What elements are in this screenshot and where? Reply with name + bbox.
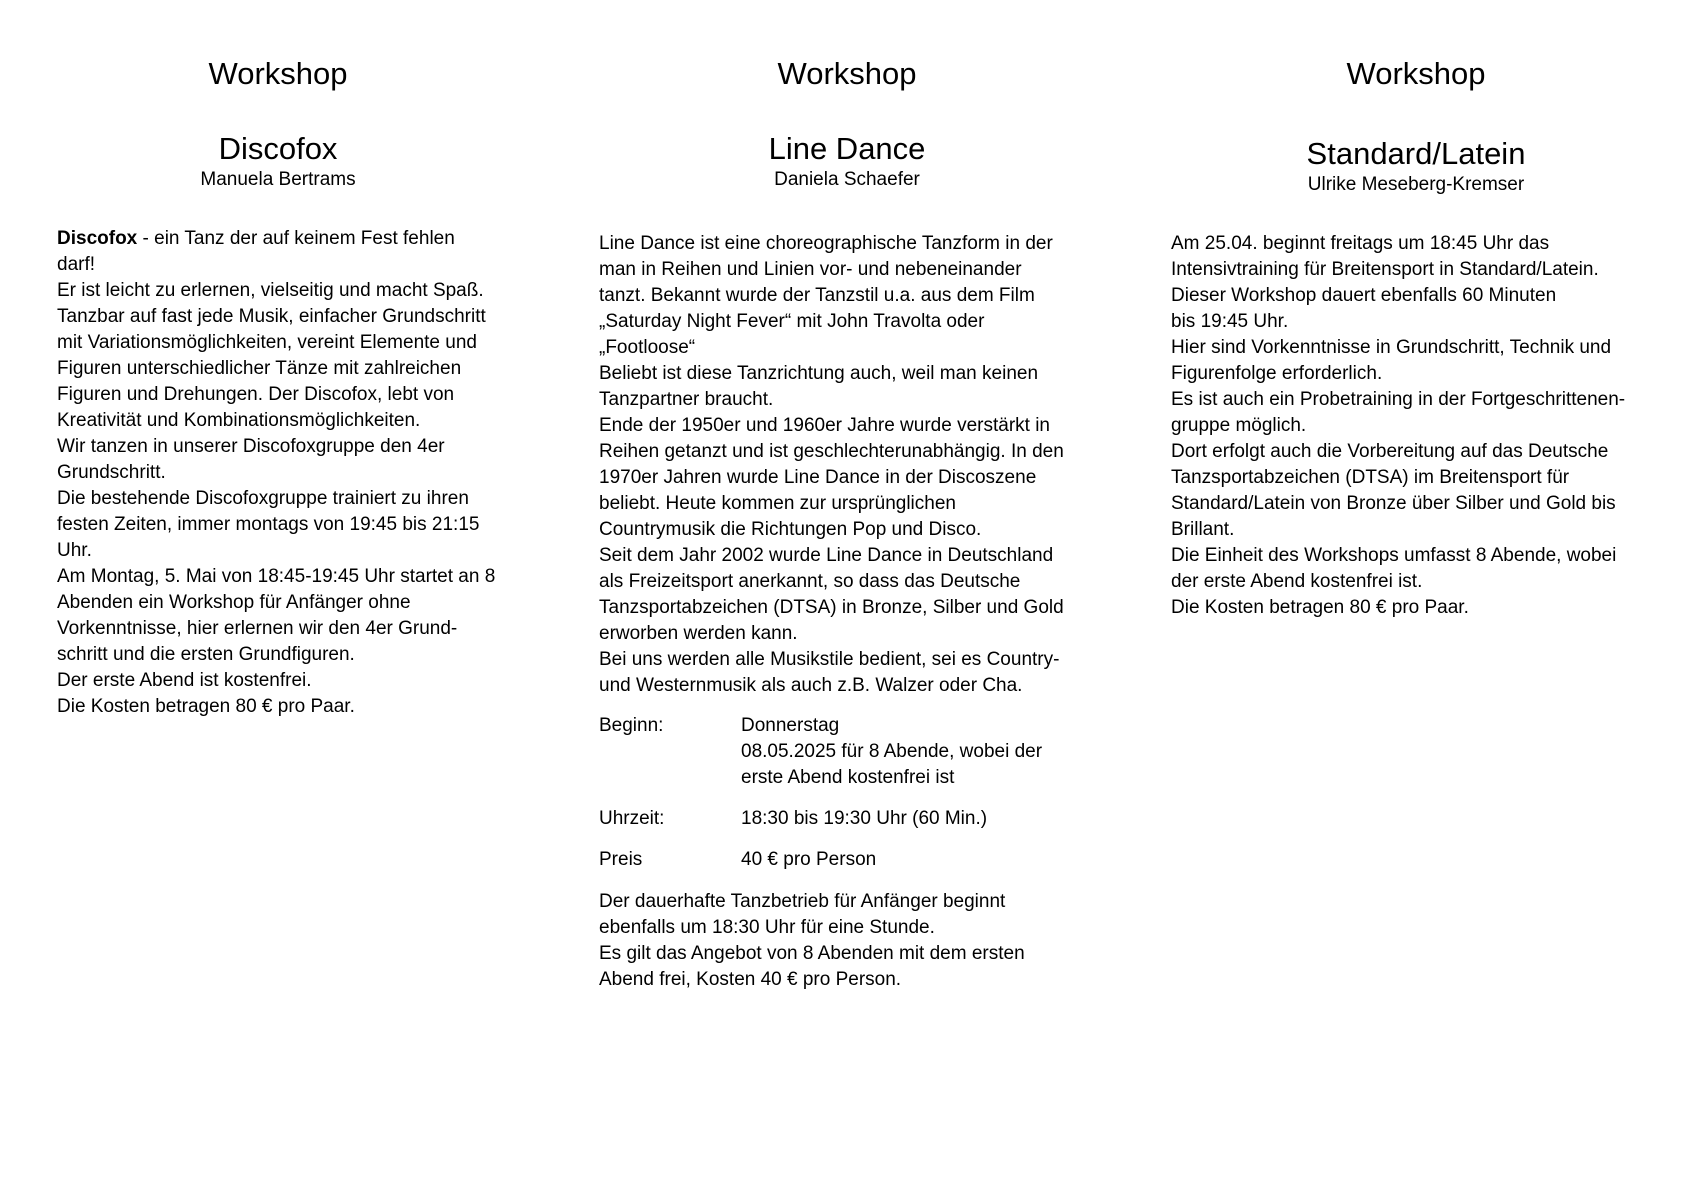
description-line: beliebt. Heute kommen zur ursprünglichen	[599, 493, 956, 514]
instructor-name: Daniela Schaefer	[774, 169, 920, 190]
description-line: man in Reihen und Linien vor- und nebeneinander	[599, 259, 1022, 280]
description-line: Figuren unterschiedlicher Tänze mit zahlreichen	[57, 358, 462, 379]
description-line: Tanzsportabzeichen (DTSA) im Breitensport für	[1171, 467, 1570, 488]
instructor-name: Ulrike Meseberg-Kremser	[1307, 174, 1525, 195]
description-line: Die bestehende Discofoxgruppe trainiert zu ihren	[57, 488, 469, 509]
description-line: der erste Abend kostenfrei ist.	[1171, 571, 1423, 592]
description-line: Dort erfolgt auch die Vorbereitung auf das Deutsche	[1171, 441, 1609, 462]
lead-term: Discofox	[57, 228, 138, 249]
description-line: Es ist auch ein Probetraining in der Fortgeschrittenen-	[1171, 389, 1626, 410]
schedule-table	[599, 713, 1042, 873]
schedule-label: Preis	[599, 849, 643, 870]
description-line: Seit dem Jahr 2002 wurde Line Dance in Deutschland	[599, 545, 1054, 566]
workshop-footer-note	[599, 889, 1025, 993]
description-line: mit Variationsmöglichkeiten, vereint Elemente und	[57, 332, 477, 353]
description-line: Die Kosten betragen 80 € pro Paar.	[57, 696, 355, 717]
description-line: Figuren und Drehungen. Der Discofox, lebt von	[57, 384, 455, 405]
description-line: Wir tanzen in unserer Discofoxgruppe den 4er	[57, 436, 445, 457]
description-line: gruppe möglich.	[1171, 415, 1307, 436]
description-line: Tanzbar auf fast jede Musik, einfacher Grundschritt	[57, 306, 486, 327]
description-line: Discofox - ein Tanz der auf keinem Fest fehlen	[57, 228, 455, 249]
description-line: Countrymusik die Richtungen Pop und Disco.	[599, 519, 982, 540]
description-line: schritt und die ersten Grundfiguren.	[57, 644, 355, 665]
workshop-description	[1171, 231, 1625, 621]
description-line: Bei uns werden alle Musikstile bedient, sei es Country-	[599, 649, 1060, 670]
description-line: Reihen getanzt und ist geschlechterunabhängig. In den	[599, 441, 1064, 462]
description-line: Brillant.	[1171, 519, 1235, 540]
description-line: Line Dance ist eine choreographische Tanzform in der	[599, 233, 1053, 254]
description-line: Abenden ein Workshop für Anfänger ohne	[57, 592, 411, 613]
schedule-label: Beginn:	[599, 715, 664, 736]
footer-line: ebenfalls um 18:30 Uhr für eine Stunde.	[599, 917, 935, 938]
description-line: Am Montag, 5. Mai von 18:45-19:45 Uhr startet an 8	[57, 566, 496, 587]
description-line: darf!	[57, 254, 96, 275]
description-line: Hier sind Vorkenntnisse in Grundschritt, Technik und	[1171, 337, 1612, 358]
workshop-description	[599, 231, 1064, 699]
description-line: Ende der 1950er und 1960er Jahre wurde verstärkt in	[599, 415, 1050, 436]
workshop-description	[57, 226, 495, 720]
description-line: tanzt. Bekannt wurde der Tanzstil u.a. aus dem Film	[599, 285, 1035, 306]
instructor-name: Manuela Bertrams	[200, 169, 356, 190]
description-line: Tanzpartner braucht.	[599, 389, 774, 410]
footer-line: Der dauerhafte Tanzbetrieb für Anfänger beginnt	[599, 891, 1006, 912]
description-line: Standard/Latein von Bronze über Silber und Gold bis	[1171, 493, 1616, 514]
description-line: Intensivtraining für Breitensport in Standard/Latein.	[1171, 259, 1599, 280]
description-line: Am 25.04. beginnt freitags um 18:45 Uhr das	[1171, 233, 1550, 254]
description-line: als Freizeitsport anerkannt, so dass das Deutsche	[599, 571, 1021, 592]
schedule-value: 40 € pro Person	[741, 849, 877, 870]
footer-line: Abend frei, Kosten 40 € pro Person.	[599, 969, 902, 990]
description-line: erworben werden kann.	[599, 623, 798, 644]
description-line: „Saturday Night Fever“ mit John Travolta oder	[599, 311, 985, 332]
schedule-label: Uhrzeit:	[599, 808, 665, 829]
schedule-row-preis	[599, 847, 1042, 873]
description-line: Figurenfolge erforderlich.	[1171, 363, 1383, 384]
description-line: Dieser Workshop dauert ebenfalls 60 Minuten	[1171, 285, 1557, 306]
schedule-value: 18:30 bis 19:30 Uhr (60 Min.)	[741, 808, 988, 829]
description-line: festen Zeiten, immer montags von 19:45 bis 21:15	[57, 514, 480, 535]
workshop-title: Discofox	[218, 131, 338, 166]
footer-line: Es gilt das Angebot von 8 Abenden mit dem ersten	[599, 943, 1025, 964]
schedule-value: Donnerstag 08.05.2025 für 8 Abende, wobei der erste Abend kostenfrei ist	[741, 715, 1043, 788]
description-line: Er ist leicht zu erlernen, vielseitig und macht Spaß.	[57, 280, 484, 301]
workshop-title: Standard/Latein	[1306, 136, 1526, 171]
description-line: „Footloose“	[599, 337, 696, 358]
workshop-heading: Workshop	[208, 56, 348, 91]
description-line: Uhr.	[57, 540, 92, 561]
description-line: bis 19:45 Uhr.	[1171, 311, 1289, 332]
description-line: 1970er Jahren wurde Line Dance in der Discoszene	[599, 467, 1037, 488]
description-line: Der erste Abend ist kostenfrei.	[57, 670, 312, 691]
workshop-title: Line Dance	[768, 131, 926, 166]
description-line: Die Kosten betragen 80 € pro Paar.	[1171, 597, 1469, 618]
description-line: Die Einheit des Workshops umfasst 8 Abende, wobei	[1171, 545, 1617, 566]
description-line: und Westernmusik als auch z.B. Walzer oder Cha.	[599, 675, 1023, 696]
description-line: Grundschritt.	[57, 462, 166, 483]
workshop-heading: Workshop	[1346, 56, 1486, 91]
schedule-row-beginn	[599, 713, 1042, 791]
description-line: Tanzsportabzeichen (DTSA) in Bronze, Silber und Gold	[599, 597, 1064, 618]
schedule-row-uhrzeit	[599, 806, 1042, 832]
description-line: Vorkenntnisse, hier erlernen wir den 4er Grund-	[57, 618, 458, 639]
description-line: Kreativität und Kombinationsmöglichkeiten.	[57, 410, 421, 431]
description-line: Beliebt ist diese Tanzrichtung auch, weil man keinen	[599, 363, 1039, 384]
workshop-heading: Workshop	[777, 56, 917, 91]
